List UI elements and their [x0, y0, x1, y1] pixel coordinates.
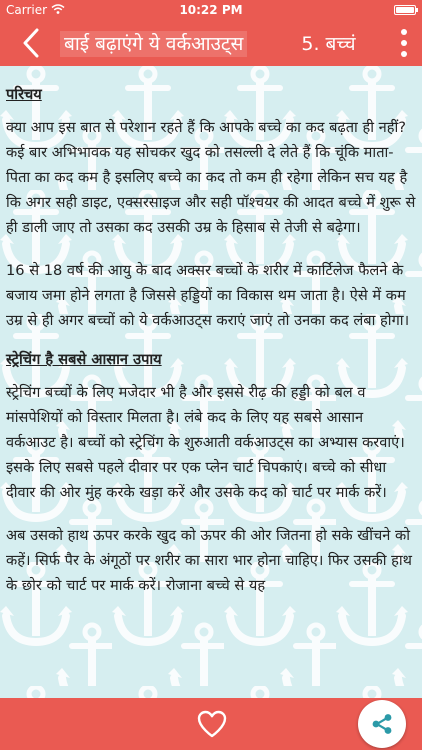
carrier-label: Carrier: [6, 3, 48, 17]
paragraph-intro-1: क्या आप इस बात से परेशान रहते हैं कि आपके बच्चे का कद बढ़ता ही नहीं? कई बार अभिभावक यह सोचकर खुद को तसल्ली दे लेते हैं कि चूंकि माता-पिता का कद कम है इसलिए बच्चे का कद तो कम ही रहेगा लेकिन सच यह है कि अगर सही डाइट, एक्सरसाइज और सही पॉश्चयर की आदत बच्चे में शुरू से ही डाली जाए तो उसका कद उसकी उम्र के हिसाब से तेजी से बढ़ेगा।: [6, 119, 416, 236]
more-vertical-icon: [401, 29, 407, 57]
status-bar: [0, 0, 422, 20]
battery-fill: [396, 7, 414, 13]
bottom-toolbar: [0, 698, 422, 750]
next-title: 5. बच्चं: [301, 33, 356, 55]
back-button[interactable]: [14, 26, 48, 60]
more-button[interactable]: [396, 24, 412, 62]
title-marquee: [60, 31, 360, 57]
share-button[interactable]: [358, 700, 406, 748]
page-title: बाई बढ़ाएंगे ये वर्कआउट्स: [60, 31, 247, 57]
article-body: [6, 82, 416, 698]
section-heading-intro: परिचय: [6, 86, 42, 103]
paragraph-intro-2: 16 से 18 वर्ष की आयु के बाद अक्सर बच्चों के शरीर में कार्टिलेज फैलने के बजाय जमा होने लगता है जिससे हड्डियों का विकास थम जाता है। ऐसे में कम उम्र से ही अगर बच्चों को ये वर्कआउट्स कराएं जाएं तो उनका कद लंबा होगा।: [6, 262, 410, 329]
paragraph-stretching-2: अब उसको हाथ ऊपर करके खुद को ऊपर की ओर जितना हो सके खींचने को कहें। सिर्फ पैर के अंगूठों पर शरीर का सारा भार होना चाहिए। फिर उसकी हाथ के छोर को चार्ट पर मार्क करें। रोजाना बच्चे से यह: [6, 527, 413, 594]
status-left: [6, 3, 65, 17]
article-scroll-view[interactable]: [0, 66, 422, 698]
status-right: [394, 5, 416, 15]
favorite-button[interactable]: [194, 706, 230, 742]
heart-icon: [197, 710, 227, 738]
wifi-icon: [51, 3, 65, 17]
section-heading-stretching: स्ट्रेचिंग है सबसे आसान उपाय: [6, 351, 162, 368]
back-chevron-icon: [22, 28, 40, 58]
paragraph-stretching-1: स्ट्रेचिंग बच्चों के लिए मजेदार भी है और इससे रीढ़ की हड्डी को बल व मांसपेशियों को विस्तार मिलता है। लंबे कद के लिए यह सबसे आसान वर्कआउट है। बच्चों को स्ट्रेचिंग के शुरुआती वर्कआउट्स का अभ्यास करवाएं। इसके लिए सबसे पहले दीवार पर एक प्लेन चार्ट चिपकाएं। बच्चे को सीधा दीवार की ओर मुंह करके खड़ा करें और उसके कद को चार्ट पर मार्क करें।: [6, 384, 405, 501]
status-time: 10:22 PM: [179, 3, 243, 17]
nav-bar: [0, 20, 422, 66]
share-icon: [371, 713, 393, 735]
battery-icon: [394, 5, 416, 15]
